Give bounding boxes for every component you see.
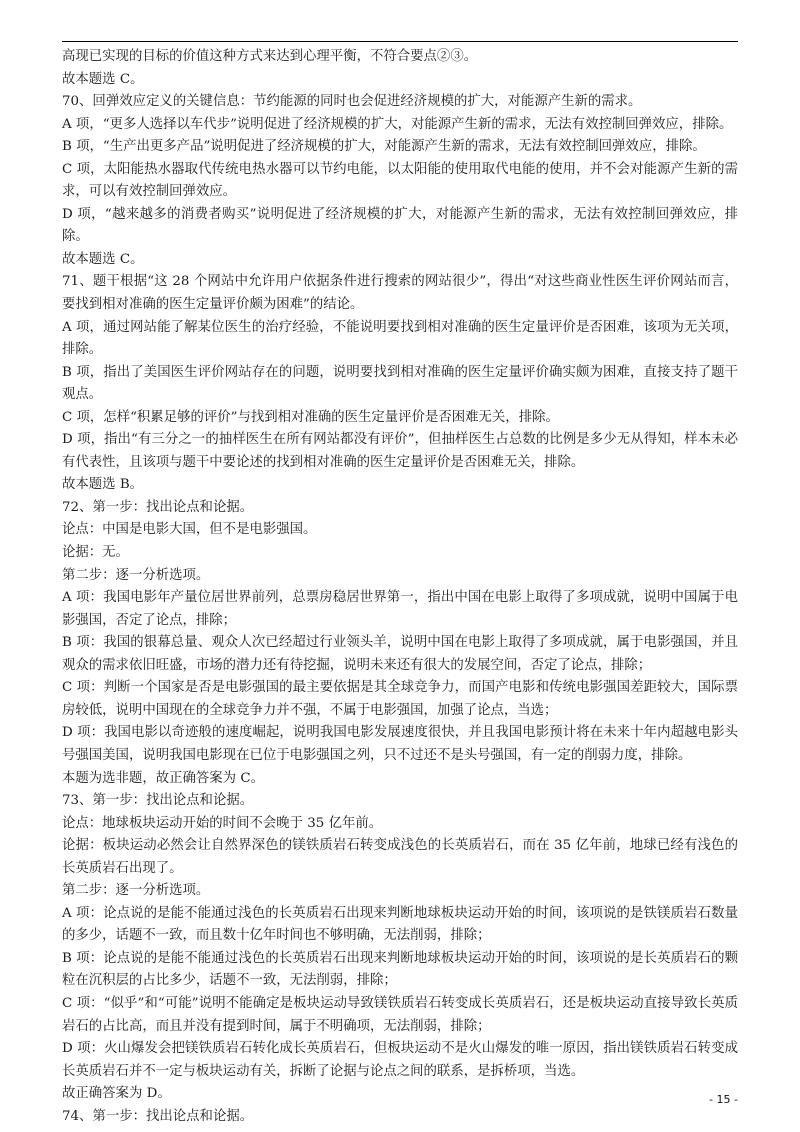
paragraph: 故本题选 C。: [62, 251, 144, 267]
paragraph: A 项：论点说的是能不能通过浅色的长英质岩石出现来判断地球板块运动开始的时间，该项说的是铁镁质岩石数量的多少，话题不一致，而且数十亿年时间也不够明确，无法削弱，排除；: [62, 905, 738, 944]
paragraph: B 项：我国的银幕总量、观众人次已经超过行业领头羊，说明中国在电影上取得了多项成就，属于电影强国，并且观众的需求依旧旺盛，市场的潜力还有待挖掘，说明未来还有很大的发展空间，否定了论点，排除；: [62, 635, 738, 673]
paragraph: C 项，太阳能热水器取代传统电热水器可以节约电能，以太阳能的使用取代电能的使用，并不会对能源产生新的需求，可以有效控制回弹效应。: [62, 161, 738, 200]
paragraph: A 项：我国电影年产量位居世界前列，总票房稳居世界第一，指出中国在电影上取得了多项成就，说明中国属于电影强国，否定了论点，排除；: [62, 590, 738, 628]
paragraph: A 项，通过网站能了解某位医生的治疗经验，不能说明要找到相对准确的医生定量评价是否困难，该项为无关项，排除。: [62, 319, 738, 358]
header-rule: [62, 41, 738, 42]
paragraph: 论据：板块运动必然会让自然界深色的镁铁质岩石转变成浅色的长英质岩石，而在 35 亿年前，地球已经有浅色的长英质岩石出现了。: [62, 838, 738, 876]
paragraph: 高现已实现的目标的价值这种方式来达到心理平衡，不符合要点②③。: [62, 49, 478, 64]
paragraph: B 项，“生产出更多产品”说明促进了经济规模的扩大，对能源产生新的需求，无法有效控制回弹效应，排除。: [62, 139, 706, 155]
paragraph: 74、第一步：找出论点和论据。: [62, 1108, 254, 1124]
page-number: - 15 -: [709, 1093, 738, 1106]
paragraph: 论点：中国是电影大国，但不是电影强国。: [62, 522, 317, 538]
paragraph: C 项：判断一个国家是否是电影强国的最主要依据是其全球竞争力，而国产电影和传统电影强国差距较大，国际票房较低，说明中国现在的全球竞争力并不强，不属于电影强国，加强了论点，当选；: [62, 680, 738, 718]
paragraph: C 项：“似乎”和“可能”说明不能确定是板块运动导致镁铁质岩石转变成长英质岩石，还是板块运动直接导致长英质岩石的占比高，而且并没有提到时间，属于不明确项，无法削弱，排除；: [62, 995, 738, 1034]
paragraph: 第二步：逐一分析选项。: [62, 883, 210, 899]
paragraph: 71、题干根据“这 28 个网站中允许用户依据条件进行搜索的网站很少”，得出“对这些商业性医生评价网站而言，要找到相对准确的医生定量评价颇为困难”的结论。: [62, 274, 738, 313]
paragraph: 论点：地球板块运动开始的时间不会晚于 35 亿年前。: [62, 815, 383, 831]
paragraph: 本题为选非题，故正确答案为 C。: [62, 770, 264, 786]
paragraph: 72、第一步：找出论点和论据。: [62, 499, 254, 515]
paragraph: 70、回弹效应定义的关键信息：节约能源的同时也会促进经济规模的扩大，对能源产生新的需求。: [62, 94, 642, 110]
paragraph: B 项：论点说的是能不能通过浅色的长英质岩石出现来判断地球板块运动开始的时间，该项说的是长英质岩石的颗粒在沉积层的占比多少，话题不一致，无法削弱，排除；: [62, 950, 738, 989]
paragraph: B 项，指出了美国医生评价网站存在的问题，说明要找到相对准确的医生定量评价确实颇为困难，直接支持了题干观点。: [62, 364, 738, 403]
paragraph: 故本题选 C。: [62, 71, 144, 87]
paragraph: 故正确答案为 D。: [62, 1086, 171, 1102]
paragraph: D 项：我国电影以奇迹般的速度崛起，说明我国电影发展速度很快，并且我国电影预计将在未来十年内超越电影头号强国美国，说明我国电影现在已位于电影强国之列，只不过还不是头号强国，有一定的削弱力度，排除。: [62, 725, 738, 763]
paragraph: 论据：无。: [62, 545, 129, 561]
paragraph: 73、第一步：找出论点和论据。: [62, 793, 254, 809]
paragraph: 第二步：逐一分析选项。: [62, 567, 210, 583]
paragraph: D 项，“越来越多的消费者购买”说明促进了经济规模的扩大，对能源产生新的需求，无法有效控制回弹效应，排除。: [62, 206, 738, 245]
paragraph: D 项，指出“有三分之一的抽样医生在所有网站都没有评价”，但抽样医生占总数的比例是多少无从得知，样本未必有代表性，且该项与题干中要论述的找到相对准确的医生定量评价是否困难无关，排除。: [62, 432, 738, 470]
paragraph: 故本题选 B。: [62, 477, 144, 493]
paragraph: A 项，“更多人选择以车代步”说明促进了经济规模的扩大，对能源产生新的需求，无法有效控制回弹效应，排除。: [62, 116, 733, 132]
document-body: [62, 46, 738, 1128]
paragraph: C 项，怎样“积累足够的评价”与找到相对准确的医生定量评价是否困难无关，排除。: [62, 409, 559, 425]
paragraph: D 项：火山爆发会把镁铁质岩石转化成长英质岩石，但板块运动不是火山爆发的唯一原因，指出镁铁质岩石转变成长英质岩石并不一定与板块运动有关，拆断了论据与论点之间的联系，是拆桥项，当选。: [62, 1041, 738, 1079]
